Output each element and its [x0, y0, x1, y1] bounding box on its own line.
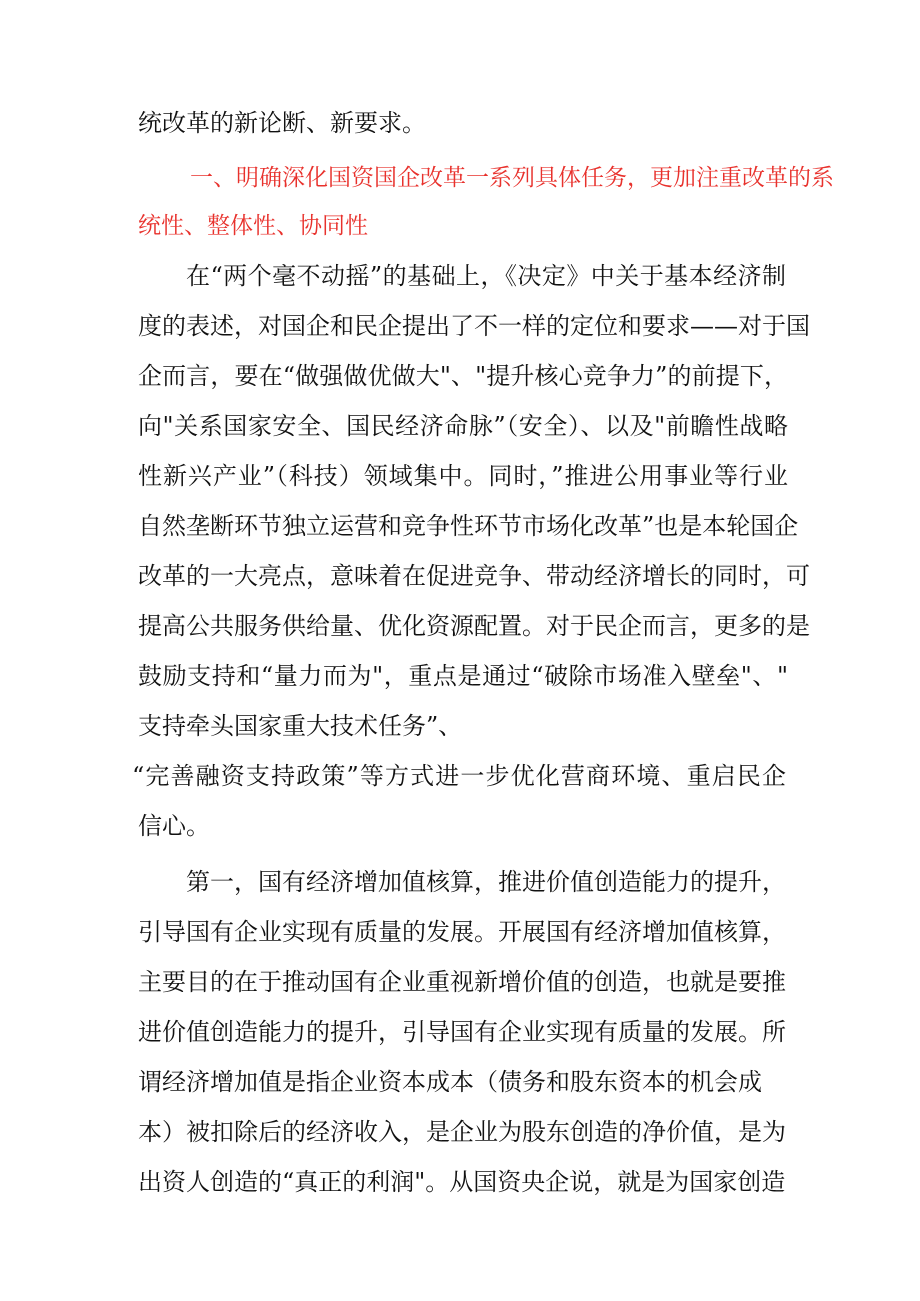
paragraph-1-line-9: 鼓励支持和“量力而为"，重点是通过“破除市场准入壁垒"、": [138, 662, 788, 690]
paragraph-2-line-4: 进价值创造能力的提升，引导国有企业实现有质量的发展。所: [138, 1018, 786, 1046]
paragraph-1-line-11: “完善融资支持政策”等方式进一步优化营商环境、重启民企: [132, 762, 786, 790]
paragraph-1-line-2: 度的表述，对国企和民企提出了不一样的定位和要求——对于国: [138, 312, 810, 340]
paragraph-2-line-1: 第一，国有经济增加值核算，推进价值创造能力的提升，: [186, 868, 786, 896]
paragraph-1-line-12: 信心。: [138, 812, 210, 840]
section-heading-line-1: 一、明确深化国资国企改革一系列具体任务，更加注重改革的系: [190, 165, 834, 191]
paragraph-2-line-3: 主要目的在于推动国有企业重视新增价值的创造，也就是要推: [138, 968, 786, 996]
section-heading-line-2: 统性、整体性、协同性: [138, 213, 368, 239]
paragraph-2-line-7: 出资人创造的“真正的利润"。从国资央企说，就是为国家创造: [138, 1168, 786, 1196]
paragraph-1-line-3: 企而言，要在“做强做优做大"、"提升核心竞争力”的前提下，: [138, 362, 788, 390]
paragraph-continuation-line: 统改革的新论断、新要求。: [138, 109, 426, 137]
paragraph-1-line-1: 在“两个毫不动摇”的基础上，《决定》中关于基本经济制: [186, 262, 786, 290]
paragraph-2-line-6: 本）被扣除后的经济收入，是企业为股东创造的净价值，是为: [138, 1118, 786, 1146]
paragraph-1-line-5: 性新兴产业”（科技）领域集中。同时，”推进公用事业等行业: [138, 462, 788, 490]
paragraph-1-line-10: 支持牵头国家重大技术任务”、: [138, 712, 463, 740]
paragraph-2-line-5: 谓经济增加值是指企业资本成本（债务和股东资本的机会成: [138, 1068, 762, 1096]
paragraph-1-line-7: 改革的一大亮点，意味着在促进竞争、带动经济增长的同时，可: [138, 562, 810, 590]
paragraph-1-line-6: 自然垄断环节独立运营和竞争性环节市场化改革”也是本轮国企: [138, 512, 799, 540]
paragraph-1-line-8: 提高公共服务供给量、优化资源配置。对于民企而言，更多的是: [138, 612, 810, 640]
paragraph-1-line-4: 向"关系国家安全、国民经济命脉”（安全）、以及"前瞻性战略: [138, 412, 788, 440]
paragraph-2-line-2: 引导国有企业实现有质量的发展。开展国有经济增加值核算，: [138, 918, 786, 946]
